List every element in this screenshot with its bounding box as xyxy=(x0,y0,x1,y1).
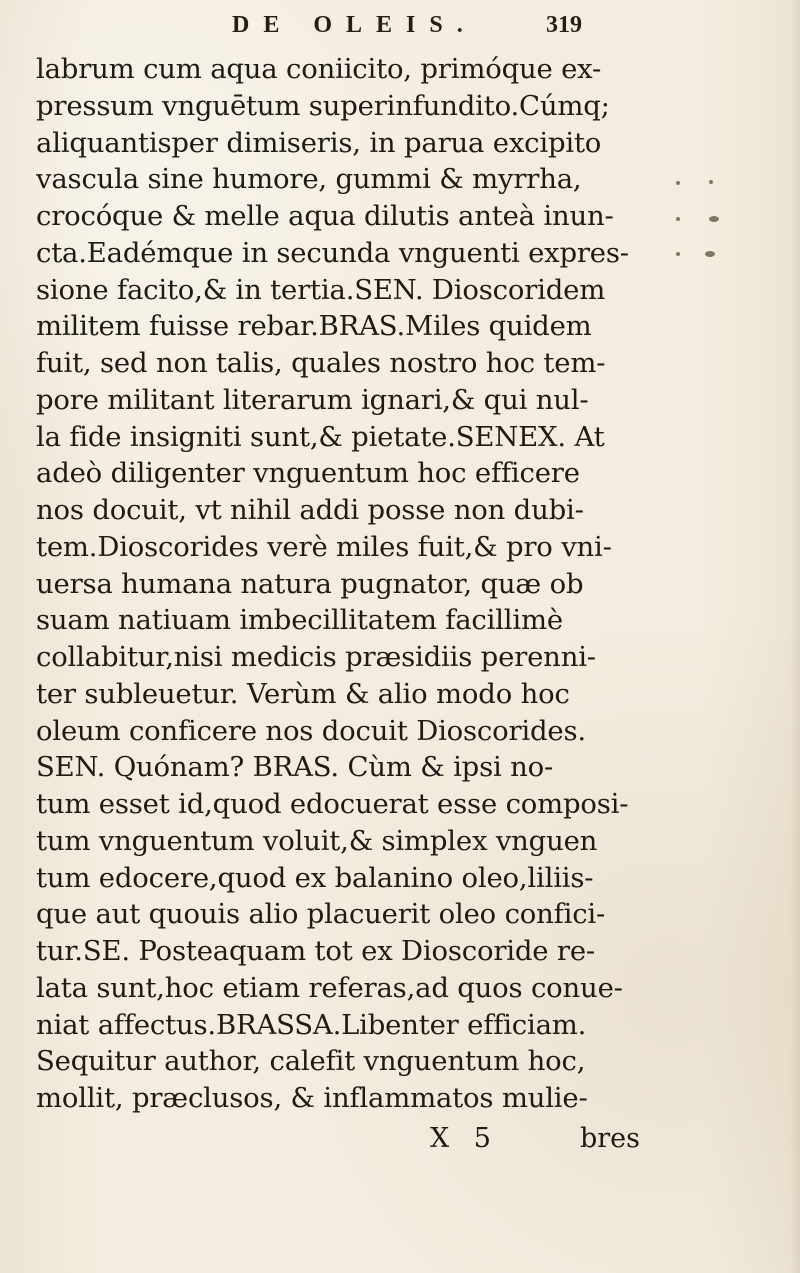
text-line: niat affectus.BRASSA.Libenter efficiam. xyxy=(36,1008,587,1041)
text-line: pressum vnguētum superinfundito.Cúmq; xyxy=(36,89,610,122)
catchword: bres xyxy=(579,1123,640,1154)
running-title: DE OLEIS. xyxy=(232,12,477,38)
signature-mark: X 5 xyxy=(430,1123,499,1154)
margin-speck xyxy=(676,252,680,256)
text-line: la fide insigniti sunt,& pietate.SENEX. At xyxy=(36,420,605,453)
footer-row xyxy=(430,1122,640,1156)
running-head xyxy=(232,10,652,40)
text-line: fuit, sed non talis, quales nostro hoc tem- xyxy=(36,347,606,379)
text-line: aliquantisper dimiseris, in parua excipito xyxy=(36,126,602,159)
page-number: 319 xyxy=(546,12,582,38)
text-line: tum edocere,quod ex balanino oleo,liliis- xyxy=(36,861,594,894)
text-line: tum esset id,quod edocuerat esse composi- xyxy=(36,788,629,820)
margin-speck xyxy=(709,216,719,222)
text-line: mollit, præclusos, & inflammatos mulie- xyxy=(36,1082,588,1114)
text-line: uersa humana natura pugnator, quæ ob xyxy=(36,567,584,600)
text-line: adeò diligenter vnguentum hoc efficere xyxy=(36,457,580,490)
text-line: militem fuisse rebar.BRAS.Miles quidem xyxy=(36,310,592,343)
text-line: tem.Dioscorides verè miles fuit,& pro vni- xyxy=(36,530,612,563)
text-line: vascula sine humore, gummi & myrrha, xyxy=(36,163,582,196)
text-line: que aut quouis alio placuerit oleo confici- xyxy=(36,898,606,931)
text-line: labrum cum aqua coniicito, primóque ex- xyxy=(36,53,602,85)
text-line: lata sunt,hoc etiam referas,ad quos conue- xyxy=(36,971,623,1004)
text-line: ter subleuetur. Verùm & alio modo hoc xyxy=(36,677,570,710)
main-text-block xyxy=(36,51,636,1117)
text-line: Sequitur author, calefit vnguentum hoc, xyxy=(36,1045,586,1078)
margin-speck xyxy=(676,181,680,185)
text-line: cta.Eadémque in secunda vnguenti expres- xyxy=(36,236,629,269)
text-line: tur.SE. Posteaquam tot ex Dioscoride re- xyxy=(36,935,595,967)
margin-speck xyxy=(676,217,680,221)
text-line: SEN. Quónam? BRAS. Cùm & ipsi no- xyxy=(36,751,554,784)
text-line: nos docuit, vt nihil addi posse non dubi- xyxy=(36,494,584,526)
text-line: tum vnguentum voluit,& simplex vnguen xyxy=(36,824,598,857)
text-line: oleum conficere nos docuit Dioscorides. xyxy=(36,714,586,747)
text-line: sione facito,& in tertia.SEN. Dioscoridem xyxy=(36,273,606,306)
margin-speck xyxy=(709,180,713,184)
text-line: collabitur,nisi medicis præsidiis perenni- xyxy=(36,641,596,673)
text-line: pore militant literarum ignari,& qui nul- xyxy=(36,383,589,416)
text-line: suam natiuam imbecillitatem facillimè xyxy=(36,604,563,637)
margin-speck xyxy=(705,251,715,257)
paper-edge-shadow xyxy=(790,0,800,1273)
text-line: crocóque & melle aqua dilutis anteà inun- xyxy=(36,200,614,232)
